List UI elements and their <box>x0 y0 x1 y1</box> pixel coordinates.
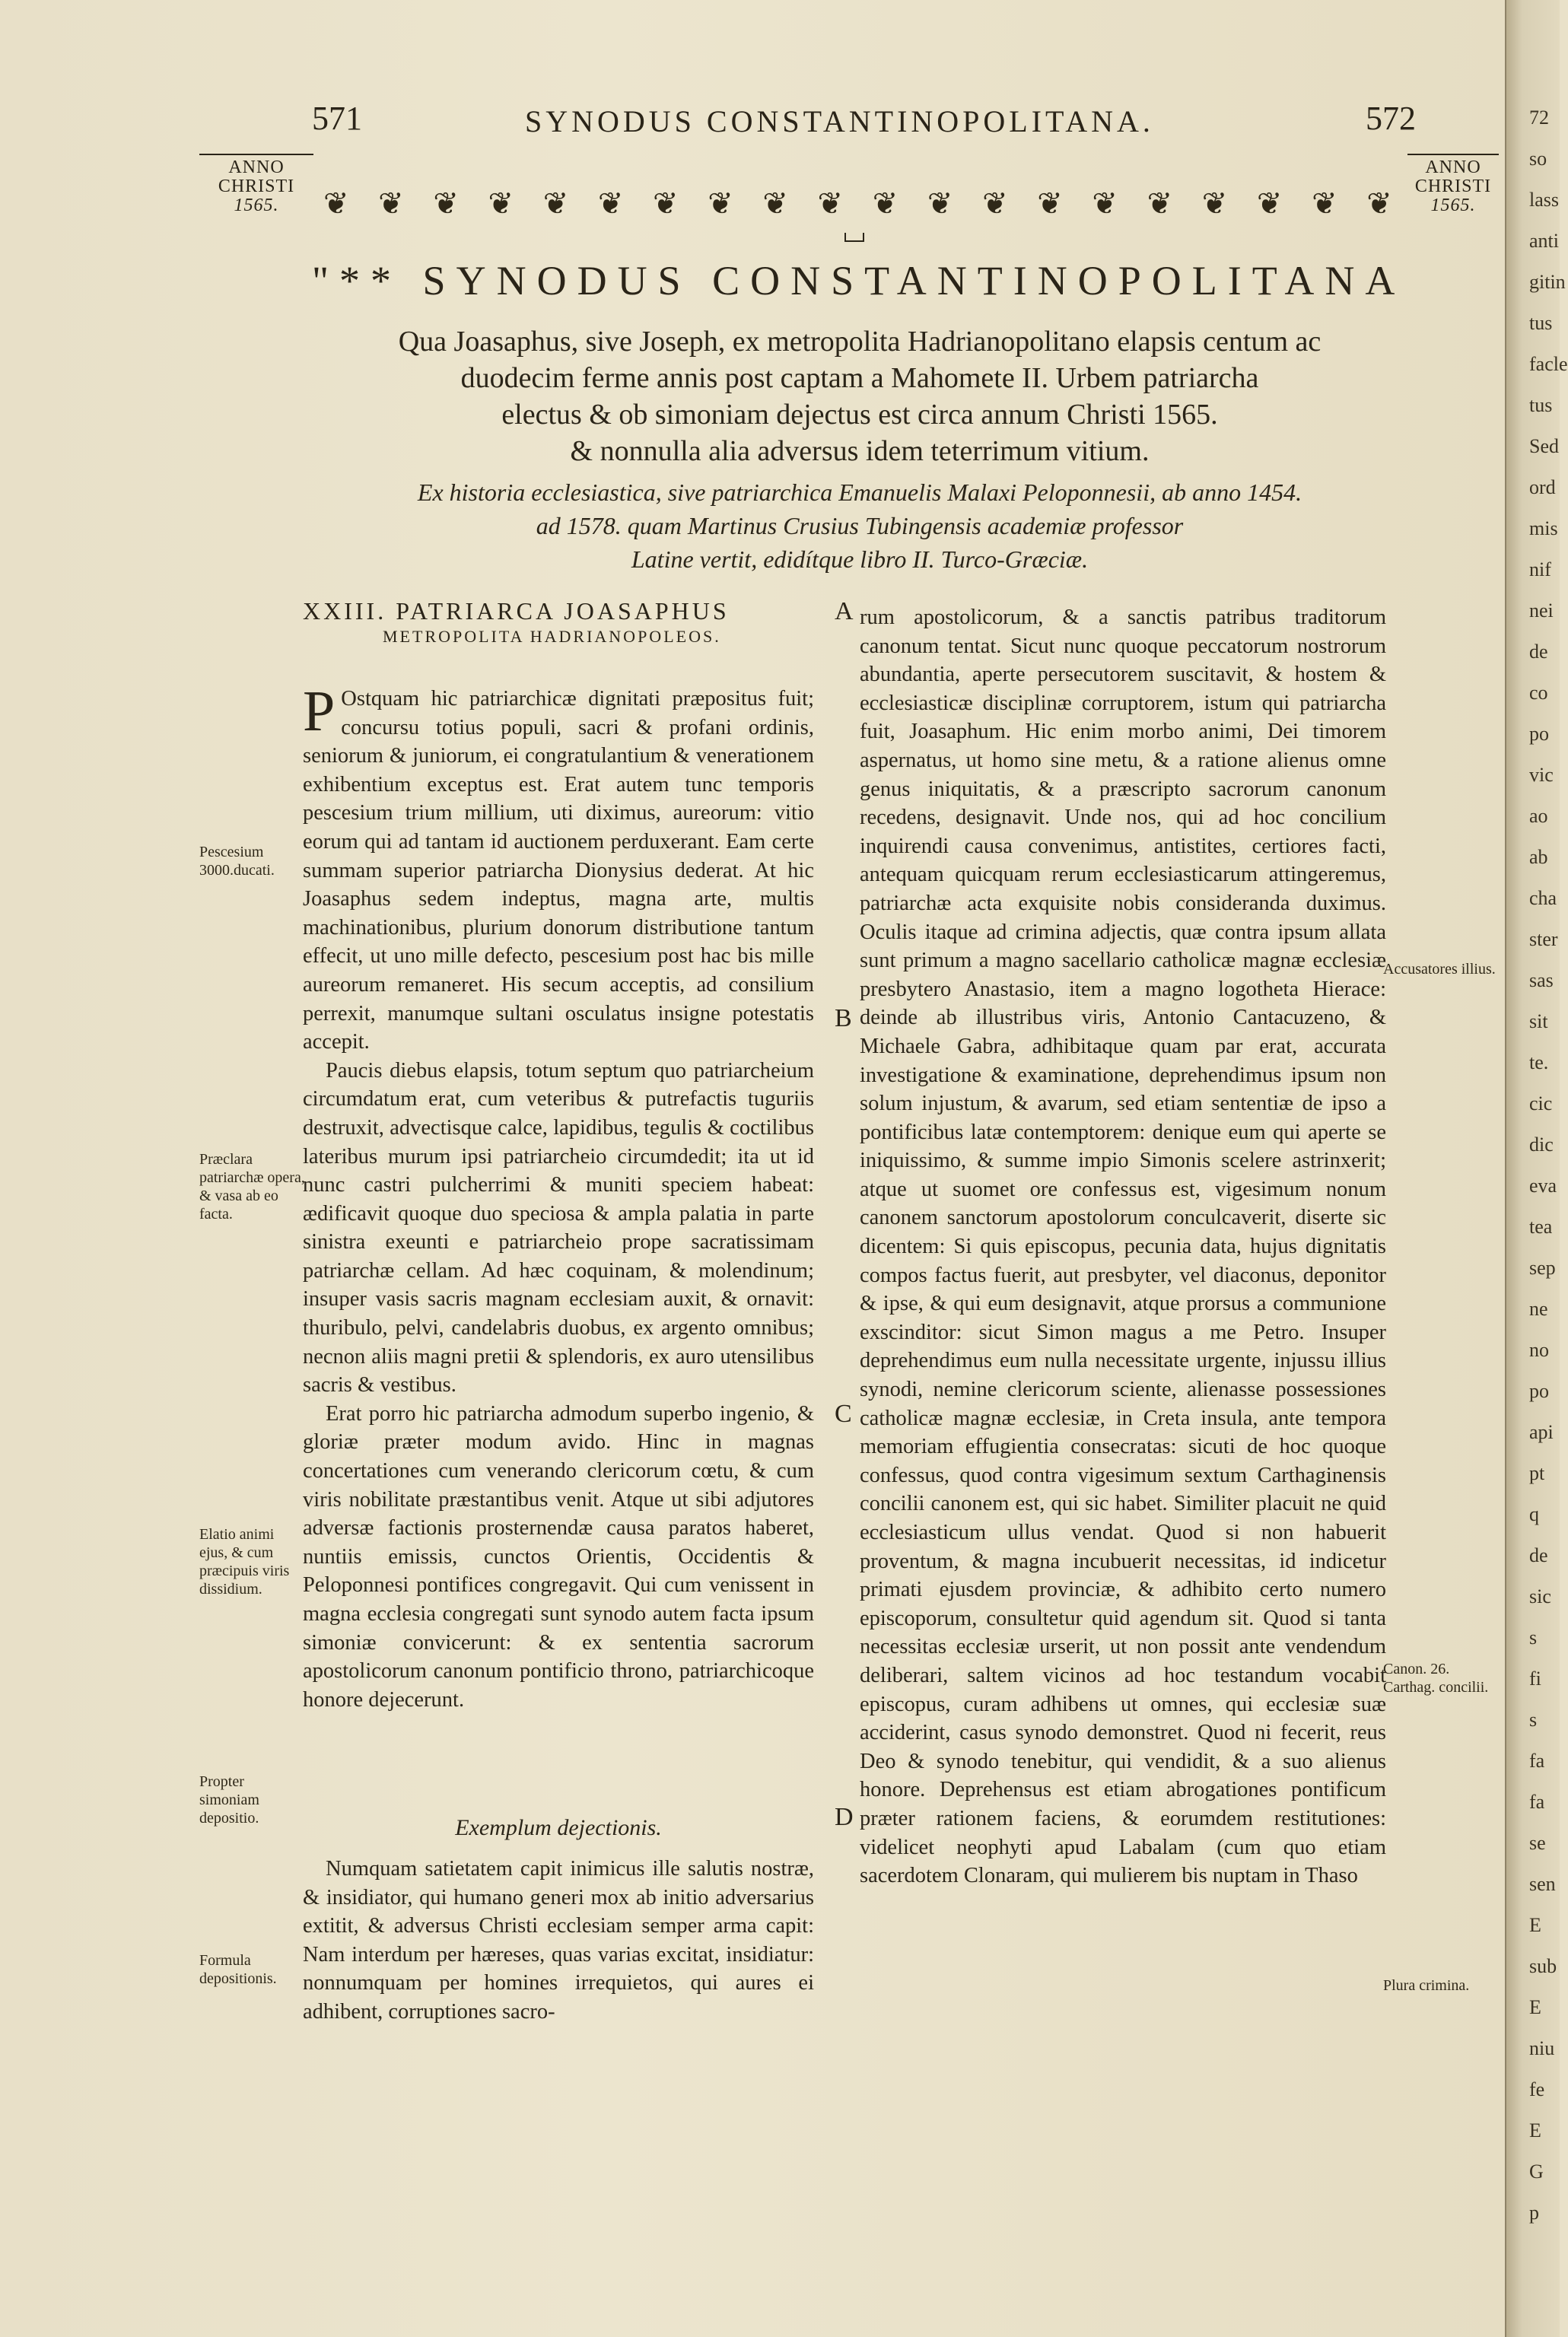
anno-year: 1565. <box>1430 196 1476 215</box>
margin-note-left: Formula depositionis. <box>199 1952 277 1987</box>
anno-label: ANNO <box>228 157 285 177</box>
left-column <box>303 679 814 1714</box>
paragraph: Numquam satietatem capit inimicus ille salutis nostræ, & insidiator, qui humano generi mox ab initio adversarius extitit, & adversus Christi ecclesiam semper arma capit: Nam interdum per hæreses, quas varias excitat, insidiatur: nonnumquam per homines irrequietos, qui aures ei adhibent, corruptiones sacro- <box>303 1857 814 2024</box>
adjacent-page-fragment: nei <box>1529 599 1554 622</box>
section-letter-b: B <box>835 1004 852 1032</box>
section-letter-d: D <box>835 1803 854 1831</box>
left-column-continued <box>303 1855 814 2027</box>
adjacent-page-fragment: sas <box>1529 969 1554 991</box>
section-title: XXIII. PATRIARCA JOASAPHUS <box>303 597 730 625</box>
fleuron-icon: ❦ <box>982 186 1008 221</box>
adjacent-page-fragment: fa <box>1529 1750 1545 1772</box>
adjacent-page-fragment: s <box>1529 1709 1538 1731</box>
adjacent-page-fragment: p <box>1529 2202 1539 2224</box>
adjacent-page-fragment: api <box>1529 1421 1554 1443</box>
subtitle-line: duodecim ferme annis post captam a Mahomete II. Urbem patriarcha <box>460 362 1259 394</box>
right-column <box>860 603 1386 1890</box>
source-line: Latine vertit, edidítque libro II. Turco-Græciæ. <box>631 545 1089 573</box>
fleuron-icon: ❦ <box>653 186 679 221</box>
subtitle-line: & nonnulla alia adversus idem teterrimum vitium. <box>570 435 1150 467</box>
paragraph: Paucis diebus elapsis, totum septum quo patriarcheium circumdatum erat, cum veteribus & putrefactis tuguriis destruxit, advectisque calce, lapidibus, tegulis & coctilibus lateribus murum ipsi patriarcheio circumdedit; ita ut id nunc castri pulcherrimi & muniti speciem habeat: ædificavit quoque duo speciosa & ampla palatia in parte sinistra exeunti e patriarcheio prope sacratissimam patriarchæ cellam. Ad hæc coquinam, & molendinum; insuper vasis sacris magnam ecclesiam auxit, & ornavit: thuribulo, pelvi, candelabris duobus, ex argento omnibus; necnon aliis magni pretii & splendoris, ex auro utensilibus sacris & vestibus. <box>303 1058 814 1397</box>
fleuron-icon: ❦ <box>542 186 569 221</box>
adjacent-page-fragment: gitin <box>1529 271 1566 293</box>
running-title: SYNODUS CONSTANTINOPOLITANA. <box>525 104 1154 138</box>
christi-label: CHRISTI <box>218 176 295 196</box>
adjacent-page-fragment: tea <box>1529 1216 1553 1238</box>
adjacent-page-fragment: ne <box>1529 1298 1548 1320</box>
margin-note-right: Plura crimina. <box>1383 1977 1470 1994</box>
adjacent-page-fragment: ab <box>1529 846 1548 868</box>
synod-subtitle <box>327 323 1392 469</box>
page-number-right: 572 <box>1366 100 1416 137</box>
page-number-left: 571 <box>312 100 362 137</box>
adjacent-page-fragment: nif <box>1529 558 1551 580</box>
fleuron-icon: ❦ <box>708 186 733 221</box>
fleuron-icon: ❦ <box>1201 186 1228 221</box>
adjacent-page-fragment: cic <box>1529 1092 1553 1114</box>
adjacent-page-fragment: eva <box>1529 1175 1557 1197</box>
margin-note-left: Pescesium 3000.ducati. <box>199 844 275 879</box>
adjacent-page-fragment: de <box>1529 1544 1548 1566</box>
adjacent-page-fragment: sen <box>1529 1873 1556 1895</box>
section-heading <box>303 597 835 647</box>
section-letter-a: A <box>835 597 854 625</box>
adjacent-page-fragment: E <box>1529 1996 1541 2018</box>
adjacent-page-fragment: te. <box>1529 1051 1549 1073</box>
ornament-band <box>323 181 1392 227</box>
adjacent-page-fragment: ster <box>1529 928 1558 950</box>
adjacent-page-fragment: sub <box>1529 1955 1557 1977</box>
paragraph-text: Ostquam hic patriarchicæ dignitati præpositus fuit; concursu totius populi, sacri & profani ordinis, seniorum & juniorum, ei congratulantium & venerationem exhibentium exceptus est. Erat autem tunc temporis pescesium trium millium, uti diximus, aureorum: vitio eorum qui ad tantam id auctionem perduxerant. Eam certe summam superior patriarcha Dionysius dederat. At hic Joasaphus sedem indeptus, magna arte, multis machinationibus, plurium donorum distributione tantum effecit, ut uno mille defecto, pescesium post hac bis mille aureorum remaneret. His secum acceptis, ad consilium perrexit, manumque sultani osculatus insigne potestatis accepit. <box>303 687 814 1054</box>
fleuron-icon: ❦ <box>1366 186 1392 221</box>
adjacent-page-fragment: fe <box>1529 2078 1545 2100</box>
anno-label: ANNO <box>1425 157 1481 177</box>
adjacent-page-fragment: so <box>1529 148 1547 170</box>
adjacent-page-fragment: po <box>1529 723 1549 745</box>
margin-note-left: Propter simoniam depositio. <box>199 1773 259 1827</box>
adjacent-page-fragment: E <box>1529 2119 1541 2141</box>
adjacent-page-fragment: cha <box>1529 887 1557 909</box>
fleuron-icon: ❦ <box>323 186 349 221</box>
paragraph <box>303 679 814 1057</box>
fleuron-icon: ❦ <box>488 186 514 221</box>
fleuron-icon: ❦ <box>872 186 898 221</box>
margin-note-right: Accusatores illius. <box>1383 961 1496 978</box>
adjacent-page-fragment: sep <box>1529 1257 1556 1279</box>
ornament-tick <box>844 233 864 242</box>
adjacent-page-fragment: q <box>1529 1503 1539 1525</box>
subtitle-line: Qua Joasaphus, sive Joseph, ex metropolita Hadrianopolitano elapsis centum ac <box>398 326 1322 358</box>
adjacent-page-fragment: de <box>1529 641 1548 663</box>
anno-year: 1565. <box>234 196 279 215</box>
adjacent-page-fragment: niu <box>1529 2037 1555 2059</box>
adjacent-page-fragment: pt <box>1529 1462 1545 1484</box>
adjacent-page-fragment: sic <box>1529 1585 1551 1607</box>
adjacent-page-fragment: ao <box>1529 805 1548 827</box>
fleuron-icon: ❦ <box>378 186 404 221</box>
margin-note-left: Elatio animi ejus, & cum præcipuis viris dissidium. <box>199 1526 290 1598</box>
adjacent-page-fragment: vic <box>1529 764 1554 786</box>
running-header <box>0 99 1505 145</box>
adjacent-page-fragment: facle <box>1529 353 1568 375</box>
adjacent-page-fragment: E <box>1529 1914 1541 1936</box>
christi-label: CHRISTI <box>1414 176 1492 196</box>
paragraph: Erat porro hic patriarcha admodum superbo ingenio, & gloriæ præter modum avido. Hinc in magnas concertationes cum venerando clericorum cœtu, & cum viris nobilitate præstantibus venit. Atque ut sibi adjutores adversæ factionis prosternendæ causa paratos haberet, nuntiis emissis, cunctos Orientis, Occidentis & Peloponnesi pontifices congregavit. Qui cum venissent in magna ecclesia congregati sunt synodo autem facta ipsum simoniæ convicerunt: & ex sententia sacrorum apostolicorum canonum pontificio throno, patriarchicoque honore dejecerunt. <box>303 1401 814 1712</box>
adjacent-page-fragment: no <box>1529 1339 1549 1361</box>
adjacent-page-fragment: ord <box>1529 476 1556 498</box>
adjacent-page-fragment: tus <box>1529 394 1553 416</box>
adjacent-page-fragment: s <box>1529 1626 1538 1649</box>
adjacent-page-fragment: lass <box>1529 189 1559 211</box>
margin-note-right: Canon. 26. Carthag. concilii. <box>1383 1661 1489 1696</box>
subsection-heading: Exemplum dejectionis. <box>455 1815 662 1840</box>
anno-christi-left <box>199 154 313 215</box>
adjacent-page-fragment: fa <box>1529 1791 1545 1813</box>
adjacent-page-fragment: se <box>1529 1832 1546 1854</box>
fleuron-icon: ❦ <box>762 186 788 221</box>
adjacent-page-fragment: tus <box>1529 312 1553 334</box>
fleuron-icon: ❦ <box>1092 186 1118 221</box>
source-note <box>327 475 1392 576</box>
paragraph: rum apostolicorum, & a sanctis patribus traditorum canonum tentat. Sicut nunc quoque peccatorum nostrorum abundantia, aperte persecutorem suscitavit, & hostem & ecclesiasticæ disciplinæ corruptorem, istum qui patriarcha fuit, Joasaphum. Hic enim morbo animi, Dei timorem aspernatus, ut homo sine metu, & a ratione alienus omne genus iniquitatis, & a præscripto sacrorum canonum recedens, designavit. Unde nos, qui ad hoc concilium inquirendi causa convenimus, antistites, certiores facti, antequam quicquam rerum ecclesiasticarum attingeremus, patriarchæ acta exquisite nobis considerandа duximus. Oculis itaque ad crimina adjectis, quæ contra ipsum allata sunt primum a magno sacellario catholicæ magnæ ecclesiæ presbytero Anastasio, item a magno logotheta Hierace: deinde ab illustribus viris, Antonio Cantacuzeno, & Michaele Gabra, adhibitaque quam par erat, accurata investigatione & examinatione, deprehendimus ipsum non solum injustum, & avarum, sed etiam sententiæ de ipso a pontificibus latæ contemptorem: denique eum qui aperte se iniquissimo, & summe impio Simonis scelere astrinxerit; atque ut suomet ore confessus est, vigesimum nonum canonem sanctorum apostolorum conculcaverit, diserte sic dicentem: Si quis episcopus, pecunia data, hujus dignitatis compos factus fuerit, aut presbyter, vel diaconus, deponitor & ipse, & qui eum designavit, atque prorsus a communione exscinditor: sicut Simon magus a me Petro. Insuper deprehendimus eum nulla necessitate urgente, injussu illius synodi, nemine clericorum sciente, alienasse possessiones catholicæ magnæ ecclesiæ, in Creta insula, ante tempora memoriam effugientia consecratas: sicuti de hoc quoque confessus, quod contra vigesimum sextum Carthaginensis concilii canonem est, qui sic habet. Similiter placuit ne quid ecclesiasticum ullus vendat. Quod si non habuerit proventum, & magna incubuerit necessitas, id indicetur primati ejusdem provinciæ, & adhibito certo numero episcoporum, consultetur quid agendum sit. Quod si tanta necessitas ecclesiæ urserit, ut non possit ante vendendum deliberari, saltem vicinos ad hoc testandum vocabit episcopus, curam adhibens ut omnes, qui ecclesiæ suæ acciderint, casus synodo demonstret. Quod ni fecerit, reus Deo & synodo tenebitur, qui vendidit, & a suo alienus honore. Deprehensus est etiam abrogationes pontificum præter rationem faciens, & eorumdem restitutiones: videlicet neophyti apud Labalam (cum quo etiam sacerdotem Clonaram, qui mulierem bis nuptam in Thaso <box>860 606 1386 1888</box>
fleuron-icon: ❦ <box>927 186 953 221</box>
fleuron-icon: ❦ <box>597 186 624 221</box>
adjacent-page-fragment: anti <box>1529 230 1559 252</box>
adjacent-page-fragment: fi <box>1529 1668 1541 1690</box>
anno-rule <box>1407 154 1499 155</box>
adjacent-page-fragment: co <box>1529 682 1548 704</box>
margin-note-left: Præclara patriarchæ opera, & vasa ab eo facta. <box>199 1151 305 1223</box>
section-subtitle: METROPOLITA HADRIANOPOLEOS. <box>383 627 721 646</box>
adjacent-page-fragment: Sed <box>1529 435 1559 457</box>
source-line: Ex historia ecclesiastica, sive patriarchica Emanuelis Malaxi Peloponnesii, ab anno 1454. <box>417 479 1302 506</box>
adjacent-page-edge <box>1505 0 1568 2337</box>
subtitle-line: electus & ob simoniam dejectus est circa annum Christi 1565. <box>501 399 1218 431</box>
adjacent-page-fragment: sit <box>1529 1010 1548 1032</box>
adjacent-page-fragment: po <box>1529 1380 1549 1402</box>
adjacent-page-fragment: mis <box>1529 517 1558 539</box>
fleuron-icon: ❦ <box>1037 186 1063 221</box>
anno-christi-right <box>1407 154 1499 215</box>
synod-title: "** SYNODUS CONSTANTINOPOLITANA <box>312 258 1406 304</box>
fleuron-icon: ❦ <box>1147 186 1173 221</box>
fleuron-icon: ❦ <box>433 186 459 221</box>
source-line: ad 1578. quam Martinus Crusius Tubingensis academiæ professor <box>536 512 1184 539</box>
section-letter-c: C <box>835 1400 852 1428</box>
adjacent-page-fragment: G <box>1529 2161 1544 2183</box>
fleuron-icon: ❦ <box>817 186 844 221</box>
anno-rule <box>199 154 313 155</box>
fleuron-icon: ❦ <box>1312 186 1337 221</box>
drop-cap: P <box>303 679 336 743</box>
fleuron-icon: ❦ <box>1256 186 1283 221</box>
adjacent-page-fragment: 72 <box>1529 107 1549 129</box>
adjacent-page-fragment: dic <box>1529 1134 1554 1156</box>
